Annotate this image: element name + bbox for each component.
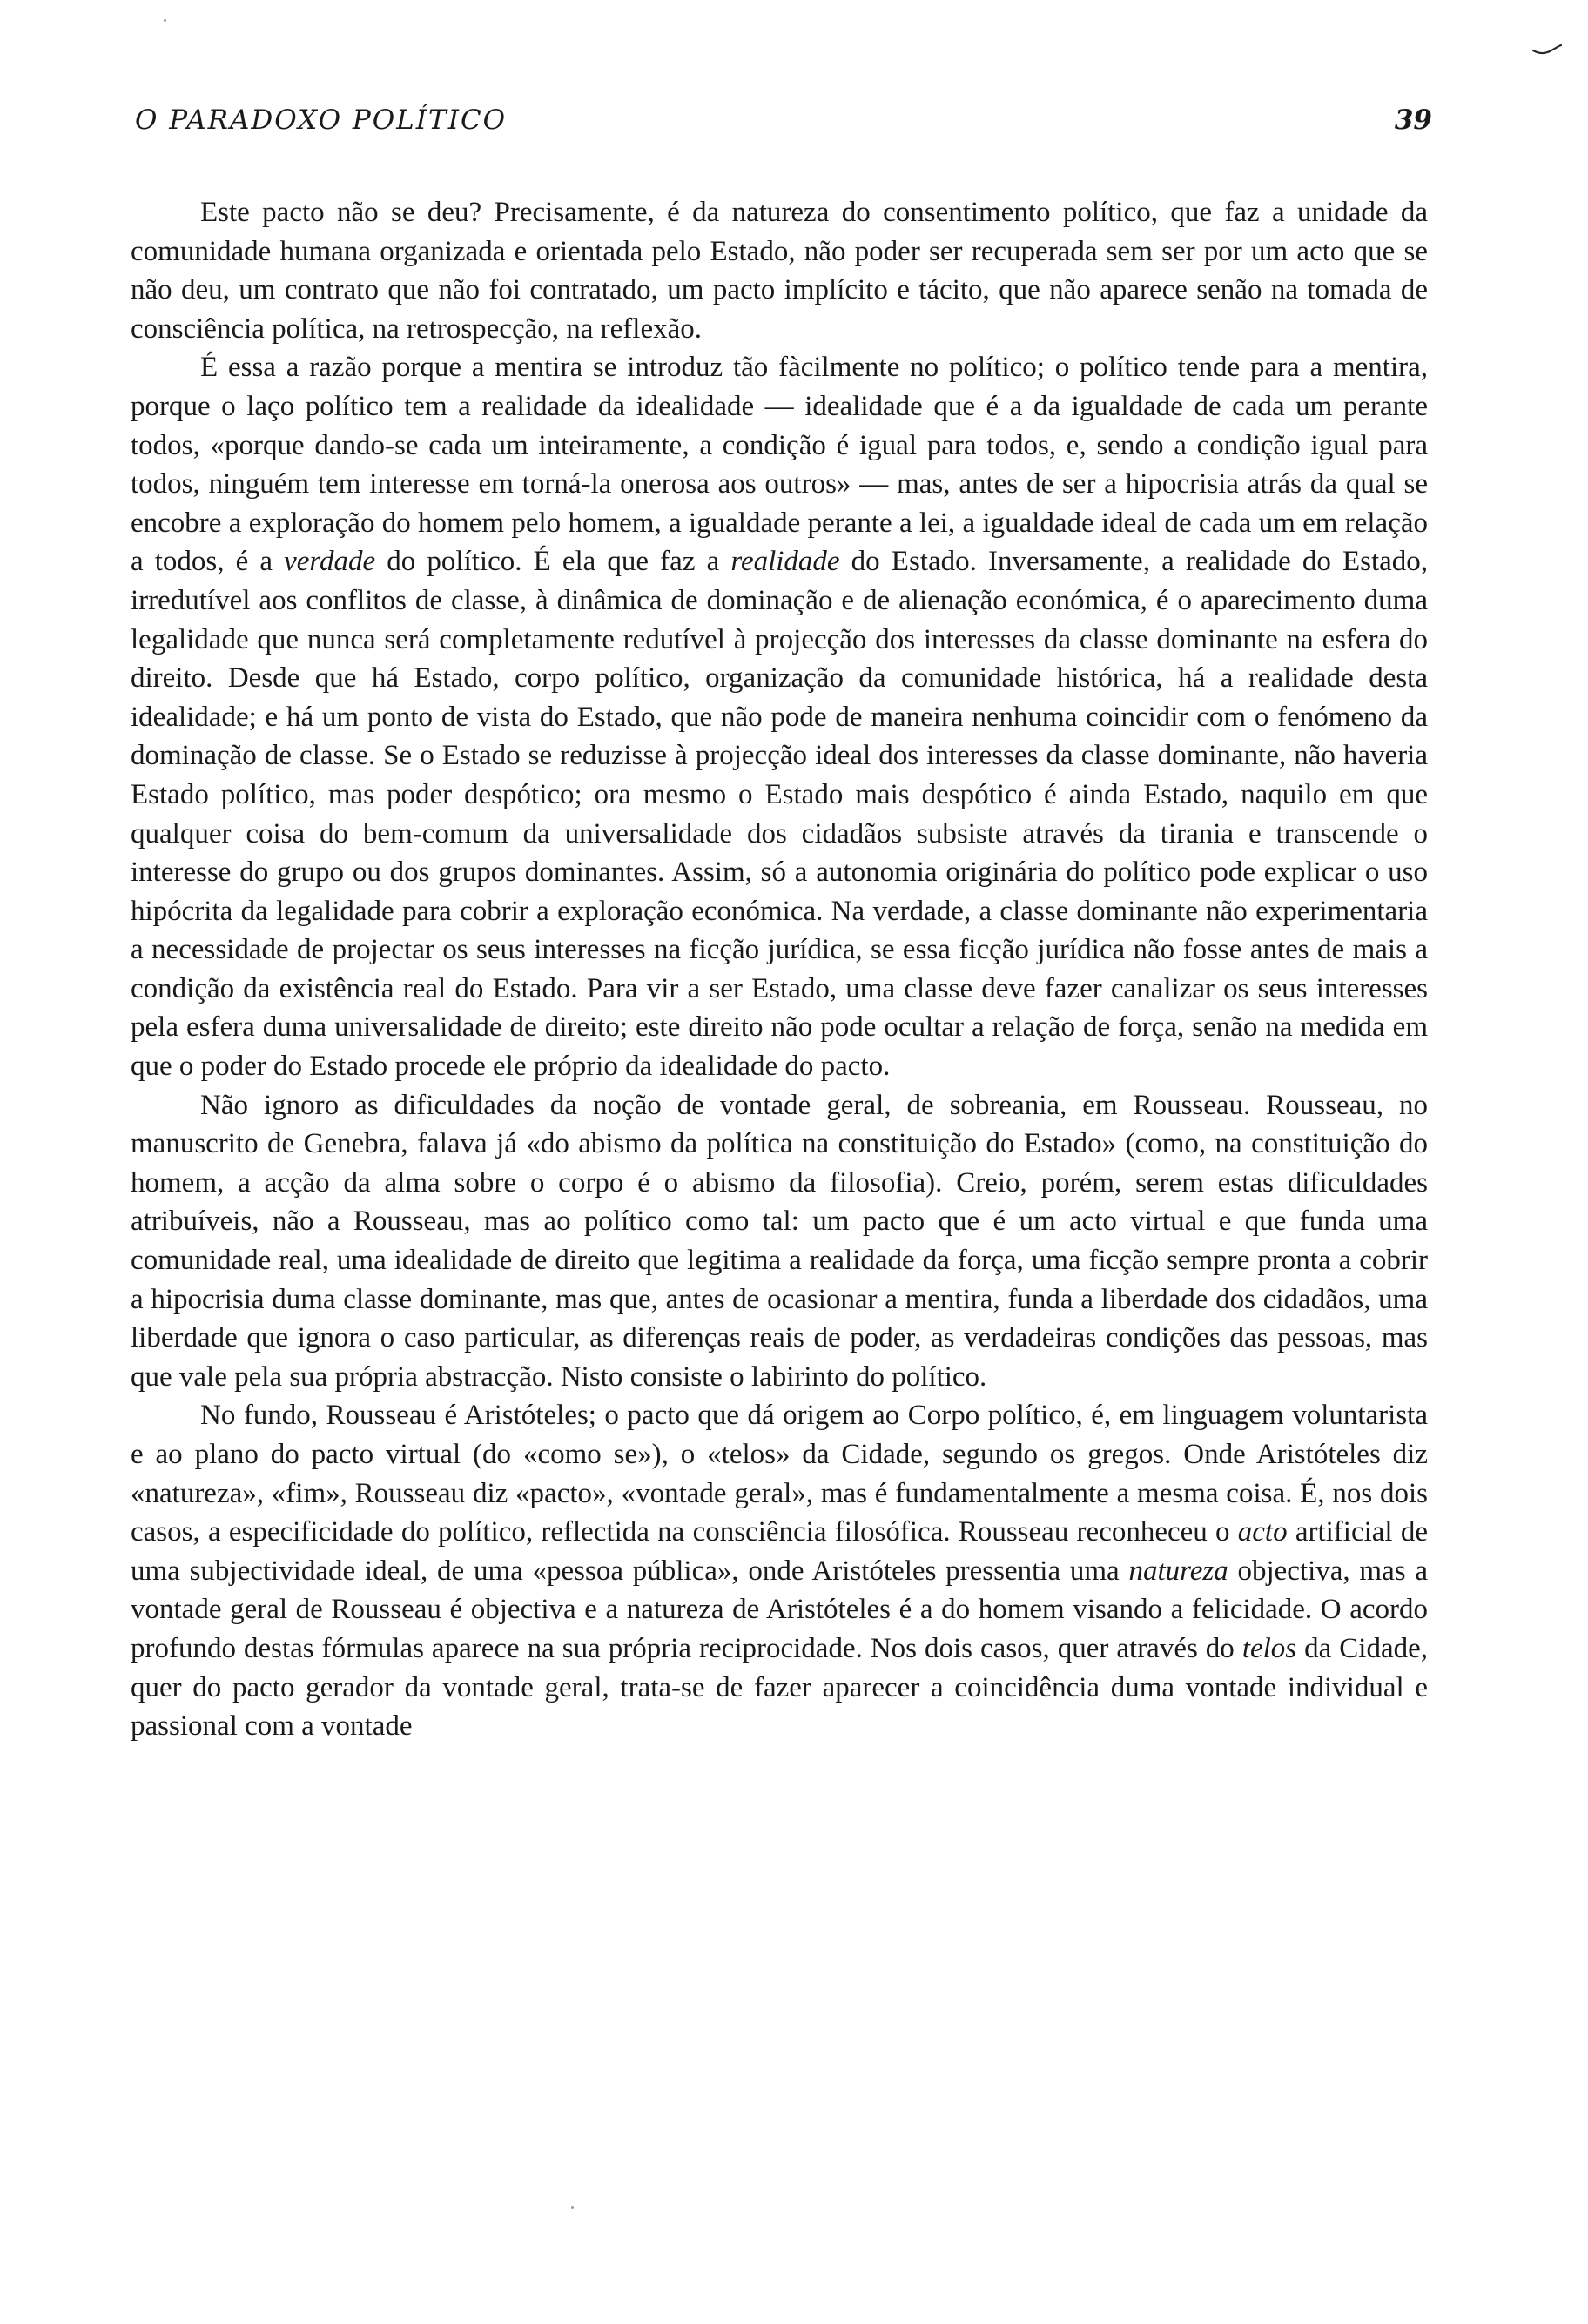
body-text bbox=[131, 193, 1428, 1746]
scan-speck bbox=[571, 2206, 574, 2209]
emphasis-text: acto bbox=[1237, 1516, 1288, 1548]
page-number: 39 bbox=[1394, 104, 1432, 136]
text-segment: Este pacto não se deu? Precisamente, é da natureza do consentimento político, que faz a unidade da comunidade humana organizada e orientada pelo Estado, não poder ser recuperada sem ser por um acto que se não deu, um contrato que não foi contratado, um pacto implícito e tácito, que não aparece senão na tomada de consciência política, na retrospecção, na reflexão. bbox=[131, 197, 1428, 345]
text-segment: objectiva, mas a vontade geral de Rousseau é objectiva e a natureza de Aristóteles é a do homem visando a felicidade. O acordo profundo destas fórmulas aparece na sua própria reciprocidade. Nos dois casos, quer através do bbox=[131, 1555, 1428, 1664]
text-segment: É essa a razão porque a mentira se introduz tão fàcilmente no político; o político tende para a mentira, porque o laço político tem a realidade da idealidade — idealidade que é a da igualdade de cada um perante todos, «porque dando-se cada um inteiramente, a condição é igual para todos, e, sendo a condição igual para todos, ninguém tem interesse em torná-la onerosa aos outros» — mas, antes de ser a hipocrisia atrás da qual se encobre a exploração do homem pelo homem, a igualdade perante a lei, a igualdade ideal de cada um em relação a todos, é a bbox=[131, 352, 1428, 578]
paragraph bbox=[131, 193, 1428, 348]
emphasis-text: telos bbox=[1241, 1632, 1297, 1664]
text-segment: do Estado. Inversamente, a realidade do Estado, irredutível aos conflitos de classe, à dinâmica de dominação e de alienação económica, é o aparecimento duma legalidade que nunca será completamente redutível à projecção dos interesses da classe dominante na esfera do direito. Desde que há Estado, corpo político, organização da comunidade histórica, há a realidade desta idealidade; e há um ponto de vista do Estado, que não pode de maneira nenhuma coincidir com o fenómeno da dominação de classe. Se o Estado se reduzisse à projecção ideal dos interesses da classe dominante, não haveria Estado político, mas poder despótico; ora mesmo o Estado mais despótico é ainda Estado, naquilo em que qualquer coisa do bem-comum da universalidade dos cidadãos subsiste através da tirania e transcende o interesse do grupo ou dos grupos dominantes. Assim, só a autonomia originária do político pode explicar o uso hipócrita da legalidade para cobrir a exploração económica. Na verdade, a classe dominante não experimentaria a necessidade de projectar os seus interesses na ficção jurídica, se essa ficção jurídica não fosse antes de mais a condição da existência real do Estado. Para vir a ser Estado, uma classe deve fazer canalizar os seus interesses pela esfera duma universalidade de direito; este direito não pode ocultar a relação de força, senão na medida em que o poder do Estado procede ele próprio da idealidade do pacto. bbox=[131, 546, 1429, 1083]
text-segment: No fundo, Rousseau é Aristóteles; o pacto que dá origem ao Corpo político, é, em linguagem voluntarista e ao plano do pacto virtual (do «como se»), o «telos» da Cidade, segundo os gregos. Onde Aristóteles diz «natureza», «fim», Rousseau diz «pacto», «vontade geral», mas é fundamentalmente a mesma coisa. É, nos dois casos, a especificidade do político, reflectida na consciência filosófica. Rousseau reconheceu o bbox=[131, 1400, 1428, 1548]
scan-speck bbox=[164, 19, 166, 22]
text-segment: da Cidade, quer do pacto gerador da vontade geral, trata-se de fazer aparecer a coincidência duma vontade individual e passional com a vontade bbox=[131, 1632, 1429, 1743]
paragraph bbox=[131, 1396, 1428, 1745]
running-head bbox=[135, 104, 1432, 148]
text-segment: do político. É ela que faz a bbox=[375, 546, 731, 578]
text-segment: artificial de uma subjectividade ideal, de uma «pessoa pública», onde Aristóteles pressentia uma bbox=[131, 1516, 1428, 1587]
paragraph bbox=[131, 1086, 1428, 1397]
text-segment: Não ignoro as dificuldades da noção de vontade geral, de sobreania, em Rousseau. Rousseau, no manuscrito de Genebra, falava já «do abismo da política na constituição do Estado» (como, na constituição do homem, a acção da alma sobre o corpo é o abismo da filosofia). Creio, porém, serem estas dificuldades atribuíveis, não a Rousseau, mas ao político como tal: um pacto que é um acto virtual e que funda uma comunidade real, uma idealidade de direito que legitima a realidade da força, uma ficção sempre pronta a cobrir a hipocrisia duma classe dominante, mas que, antes de ocasionar a mentira, funda a liberdade dos cidadãos, uma liberdade que ignora o caso particular, as diferenças reais de poder, as verdadeiras condições das pessoas, mas que vale pela sua própria abstracção. Nisto consiste o labirinto do político. bbox=[131, 1089, 1428, 1393]
pen-mark-icon bbox=[1532, 44, 1562, 56]
emphasis-text: realidade bbox=[730, 546, 840, 578]
paragraph bbox=[131, 348, 1428, 1085]
emphasis-text: natureza bbox=[1128, 1555, 1228, 1587]
running-title: O PARADOXO POLÍTICO bbox=[135, 104, 508, 136]
emphasis-text: verdade bbox=[284, 546, 376, 578]
